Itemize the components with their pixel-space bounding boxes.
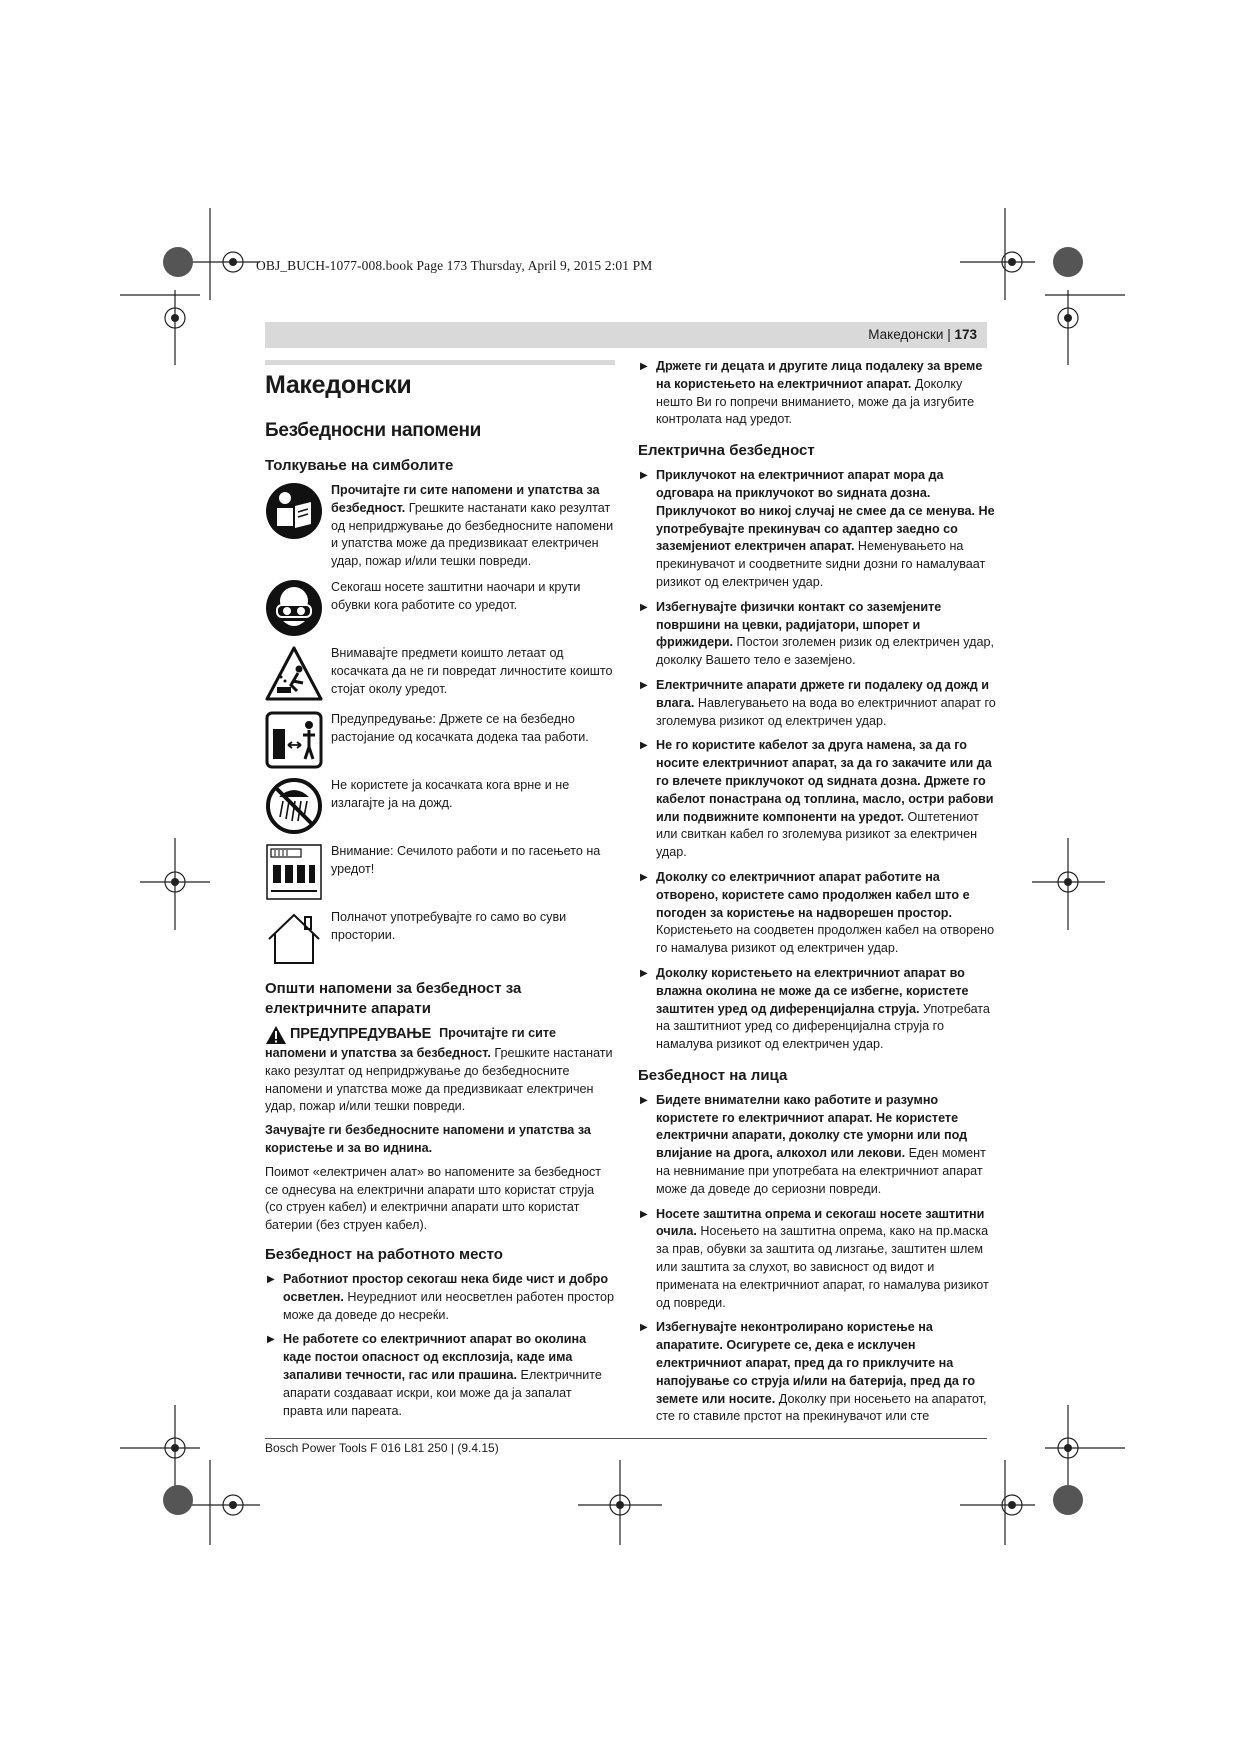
symbol-row [265,645,615,703]
symbol-text: Грешките настанати како резултат од непридржување до безбедносните напомени и упатства може да предизвикаат електричен удар, пожар и/или тешки повреди. [331,500,614,569]
item-text: Доколку нешто Ви го попречи вниманието, може да ја изгубите контролата над уредот. [656,376,975,427]
section-title: Безбедносни напомени [265,420,482,441]
bullet-arrow-icon: ▶ [640,1322,648,1334]
list-item [638,599,1000,670]
title-rule [265,360,615,365]
item-bold: Избегнувајте неконтролирано користење на апаратите. Осигурете се, дека е исклучен електричниот апарат, пред да го приклучите на напојување со струја и/или на батерија, пред да го земете или носите. [656,1320,976,1406]
bullet-arrow-icon: ▶ [640,361,648,372]
bullet-arrow-icon: ▶ [640,470,648,482]
list-item [638,467,1000,592]
right-column [638,358,1000,1433]
power-tool-term: Поимот «електричен алат» во напомените за безбедност се однесува на електрични апарати што користат струја (со струен кабел) и електрични апарати што користат батерии (без струен кабел). [265,1164,602,1233]
item-bold: Не го користите кабелот за друга намена, за да го носите електричниот апарат, за да го закачите или да го влечете приклучокот од ѕидната дозна. Држете го кабелот понастрана од топлина, масло, остри рабови или подвижните компоненти на уредот. [656,738,994,824]
flying-objects-warning-icon [265,645,323,703]
header-text: Македонски | 173 [868,327,977,342]
symbol-text: Полначот употребувајте го само во суви простории. [331,909,567,942]
item-text: Неменувањето на прекинувачот и соодветните ѕидни дозни го намалуваат ризикот од електричен удар. [656,539,986,589]
warning-text: Грешките настанати како резултат од непридржување до безбедносните напомени и упатства може да предизвикаат електричен удар, пожар и/или тешки повреди. [265,1045,613,1114]
list-item [265,1271,615,1324]
footer-rule [265,1438,987,1439]
item-bold: Работниот простор секогаш нека биде чист и добро осветлен. [283,1271,609,1304]
item-text: Оштетениот или свиткан кабел го зголемува ризикот за електричен удар. [656,809,979,860]
bullet-arrow-icon: ▶ [267,1334,275,1346]
bullet-arrow-icon: ▶ [640,740,648,752]
item-bold: Држете ги децата и другите лица подалеку за време на користењето на електричниот апарат. [656,359,983,391]
symbol-row [265,777,615,835]
keep-instructions: Зачувајте ги безбедносните напомени и упатства за користење и за во иднина. [265,1123,591,1155]
item-bold: Не работете со електричниот апарат во околина каде постои опасност од експлозија, каде има запаливи течности, гас или прашина. [283,1332,587,1382]
item-text: Користењето на соодветен продолжен кабел на отворено го намалува ризикот од електричен удар. [656,923,995,956]
item-bold: Избегнувајте физички контакт со заземјените површини на цевки, радијатори, шпорет и фрижидери. [656,599,942,650]
symbol-row [265,579,615,637]
page-title: Македонски [265,371,412,399]
list-item [638,358,1000,429]
left-column [265,360,615,1427]
item-text: Доколку при носењето на апаратот, сте го ставиле прстот на прекинувачот или сте [656,1391,987,1424]
item-text: Носењето на заштитна опрема, како на пр.маска за прав, обувки за заштита од лизгање, заштитен шлем или заштита за слухот, во зависност од видот и примената на електричниот апарат, го намалува ризикот од повреди. [656,1224,989,1310]
item-bold: Приклучокот на електричниот апарат мора да одговара на приклучокот во ѕидната дозна. Приклучокот во никој случај не смее да се менува. Не употребувајте прекинувач со адаптер заедно со заземјениот електричен апарат. [656,468,995,554]
bullet-arrow-icon: ▶ [640,1094,648,1106]
list-item [638,869,1000,958]
item-text: Навлегувањето на вода во електричниот апарат го зголемува ризикот од електричен удар. [656,695,996,728]
no-rain-icon [265,777,323,835]
bullet-arrow-icon: ▶ [640,601,648,613]
list-item [638,677,1000,730]
symbol-text: Секогаш носете заштитни наочари и крути обувки кога работите со уредот. [331,579,581,612]
blades-rotating-icon [265,843,323,901]
item-bold: Доколку со електричниот апарат работите на отворено, користете само продолжен кабел што е погоден за користење на надворешен простор. [656,869,970,920]
general-warning [265,1025,615,1116]
page-header [265,322,987,348]
safe-distance-icon [265,711,323,769]
symbol-text: Внимавајте предмети коишто летаат од косачката да не ги повредат личностите коишто стојат околу уредот. [331,645,613,696]
symbol-row [265,843,615,901]
workplace-heading: Безбедност на работното место [265,1245,503,1263]
personal-heading: Безбедност на лица [638,1066,788,1084]
symbol-text: Внимание: Сечилото работи и по гасењето на уредот! [331,843,601,876]
indoor-house-icon [265,909,323,967]
symbol-text: Не користете ја косачката кога врне и не излагајте ја на дожд. [331,777,570,810]
item-text: Неуредниот или неосветлен работен простор може да доведе до несреќи. [283,1289,614,1322]
bullet-arrow-icon: ▶ [640,871,648,883]
warning-label [265,1025,431,1045]
list-item [638,1206,1000,1313]
read-manual-icon [265,482,323,540]
symbol-row [265,482,615,571]
list-item [638,1092,1000,1199]
bullet-arrow-icon: ▶ [267,1273,275,1285]
item-text: Електричните апарати создаваат искри, кои може да ја запалат правта или пареата. [283,1367,602,1418]
header-language: Македонски [868,327,944,342]
warning-triangle-icon [265,1025,287,1045]
symbol-text: Предупредување: Држете се на безбедно растојание од косачката додека таа работи. [331,711,589,744]
electrical-heading: Електрична безбедност [638,442,815,460]
print-line: OBJ_BUCH-1077-008.book Page 173 Thursday, April 9, 2015 2:01 PM [256,258,653,273]
page-number: 173 [954,327,977,342]
symbol-row [265,909,615,967]
item-bold: Бидете внимателни како работите и разумно користете го електричниот апарат. Не користете електрични апарати, доколку сте уморни или под влијание на дрога, алкохол или лекови. [656,1092,968,1161]
symbol-bold: Прочитајте ги сите напомени и упатства за безбедност. [331,483,600,515]
item-bold: Носете заштитна опрема и секогаш носете заштитни очила. [656,1206,985,1239]
item-text: Еден момент на невнимание при употребата на електричниот апарат може да доведе до сериозни повреди. [656,1146,986,1196]
warning-word: ПРЕДУПРЕДУВАЊЕ [290,1026,432,1043]
item-bold: Електричните апарати држете ги подалеку од дожд и влага. [656,677,989,710]
page-footer: Bosch Power Tools F 016 L81 250 | (9.4.15) [265,1441,499,1455]
bullet-arrow-icon: ▶ [640,967,648,979]
list-item [638,1319,1000,1426]
list-item [638,737,1000,862]
item-text: Употребата на заштитниот уред со диференцијална струја го намалува ризикот од електричен удар. [656,1001,990,1052]
item-text: Постои зголемен ризик од електричен удар, доколку Вашето тело е заземјено. [656,635,994,668]
general-heading: Општи напомени за безбедност за електричните апарати [265,979,522,1017]
list-item [265,1331,615,1420]
symbol-row [265,711,615,769]
symbols-heading: Толкување на симболите [265,457,454,474]
item-bold: Доколку користењето на електричниот апарат во влажна околина не може да се избегне, користете заштитен уред од диференцијална струја. [656,965,969,1016]
bullet-arrow-icon: ▶ [640,679,648,691]
goggles-icon [265,579,323,637]
bullet-arrow-icon: ▶ [640,1208,648,1220]
warning-bold: Прочитајте ги сите напомени и упатства за безбедност. [265,1025,557,1060]
list-item [638,965,1000,1054]
